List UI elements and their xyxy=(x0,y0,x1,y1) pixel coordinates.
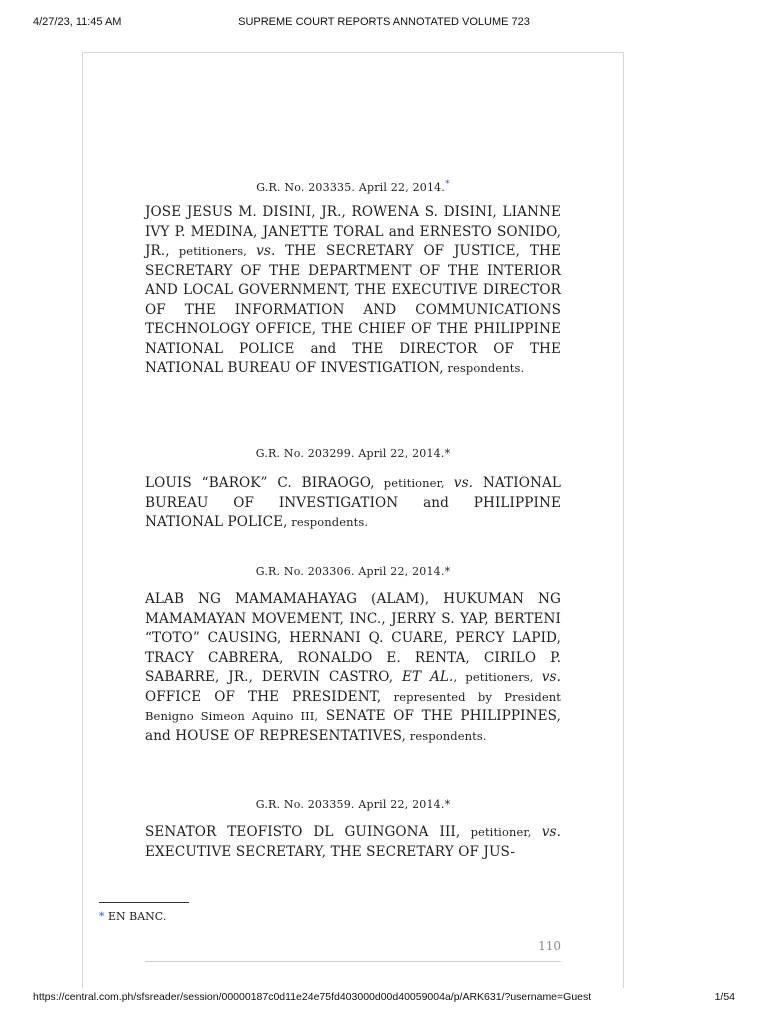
footnote xyxy=(99,910,166,923)
page-bottom-divider xyxy=(145,961,561,962)
case-2-respondents: NATIONAL BUREAU OF INVESTIGATION and PHILIPPINE NATIONAL POLICE, xyxy=(145,475,561,530)
case-2-role-respondents: respondents. xyxy=(287,515,369,529)
case-2-role-petitioner: petitioner, xyxy=(374,476,454,490)
footnote-mark[interactable]: * xyxy=(99,910,105,923)
case-3-docket xyxy=(145,565,561,578)
case-3-petitioners: ALAB NG MAMAMAHAYAG (ALAM), HUKUMAN NG MAMAMAYAN MOVEMENT, INC., JERRY S. YAP, BERTENI “TOTO” CAUSING, HERNANI Q. CUARE, PERCY LAPID, TRACY CABRERA, RONALDO E. RENTA, CIRILO P. SABARRE, JR., DERVIN CASTRO, xyxy=(145,591,561,685)
case-2-caption xyxy=(145,474,561,533)
case-3-respondents: SENATE OF THE PHILIPPINES, and HOUSE OF REPRESENTATIVES, xyxy=(145,708,562,744)
document-page xyxy=(82,52,624,988)
case-3-et-al: ET AL. xyxy=(401,669,454,685)
case-3-role-respondents: respondents. xyxy=(406,728,487,743)
print-footer xyxy=(0,991,768,1007)
case-4-docket xyxy=(145,798,561,811)
print-url: https://central.com.ph/sfsreader/session/00000187c0d11e24e75fd403000d00d40059004a/p/ARK631/?username=Guest xyxy=(33,991,592,1003)
footnote-text: EN BANC. xyxy=(104,910,167,923)
case-4-gr: G.R. No. 203359. April 22, 2014.* xyxy=(255,798,451,811)
case-1-petitioners: JOSE JESUS M. DISINI, JR., ROWENA S. DISINI, LIANNE IVY P. MEDINA, JANETTE TORAL and ERNESTO SONIDO, JR., xyxy=(145,204,561,259)
case-4-role-petitioner: petitioner, xyxy=(460,825,542,839)
case-1-caption xyxy=(145,203,561,379)
case-1-respondents: THE SECRETARY OF JUSTICE, THE SECRETARY OF THE DEPARTMENT OF THE INTERIOR AND LOCAL GOVERNMENT, THE EXECUTIVE DIRECTOR OF THE INFORMATION AND COMMUNICATIONS TECHNOLOGY OFFICE, THE CHIEF OF THE PHILIPPINE NATIONAL POLICE and THE DIRECTOR OF THE NATIONAL BUREAU OF INVESTIGATION, xyxy=(145,243,561,376)
print-header xyxy=(0,16,768,32)
case-3-gr: G.R. No. 203306. April 22, 2014.* xyxy=(255,565,451,578)
case-2-docket xyxy=(145,447,561,460)
case-4-vs: vs. xyxy=(541,824,561,840)
print-timestamp: 4/27/23, 11:45 AM xyxy=(33,16,122,28)
case-1-gr: G.R. No. 203335. April 22, 2014. xyxy=(256,181,446,194)
case-4-caption xyxy=(145,823,561,862)
case-2-petitioner: LOUIS “BAROK” C. BIRAOGO, xyxy=(145,475,375,491)
case-1-role-respondents: respondents. xyxy=(443,361,525,375)
case-1-role-petitioners: petitioners, xyxy=(169,244,257,258)
case-3-role-petitioners: , petitioners, xyxy=(453,670,542,684)
case-3-respondent-office: OFFICE OF THE PRESIDENT, xyxy=(145,688,382,705)
case-2-gr: G.R. No. 203299. April 22, 2014.* xyxy=(255,447,451,460)
case-3-vs: vs. xyxy=(541,669,562,685)
page-number: 110 xyxy=(538,939,561,953)
footnote-divider xyxy=(99,902,189,903)
case-1-docket xyxy=(145,181,561,194)
case-1-footnote-marker[interactable]: * xyxy=(445,179,450,190)
print-title: SUPREME COURT REPORTS ANNOTATED VOLUME 723 xyxy=(238,16,530,28)
case-3-caption xyxy=(145,590,561,746)
case-3-represented: represented by President Benigno Simeon Aquino III, xyxy=(145,689,561,723)
case-1-vs: vs. xyxy=(256,243,276,259)
print-page-indicator: 1/54 xyxy=(714,991,735,1003)
case-2-vs: vs. xyxy=(453,475,474,491)
case-4-petitioner: SENATOR TEOFISTO DL GUINGONA III, xyxy=(145,824,461,840)
case-4-respondents: EXECUTIVE SECRETARY, THE SECRETARY OF JUS- xyxy=(145,843,516,860)
